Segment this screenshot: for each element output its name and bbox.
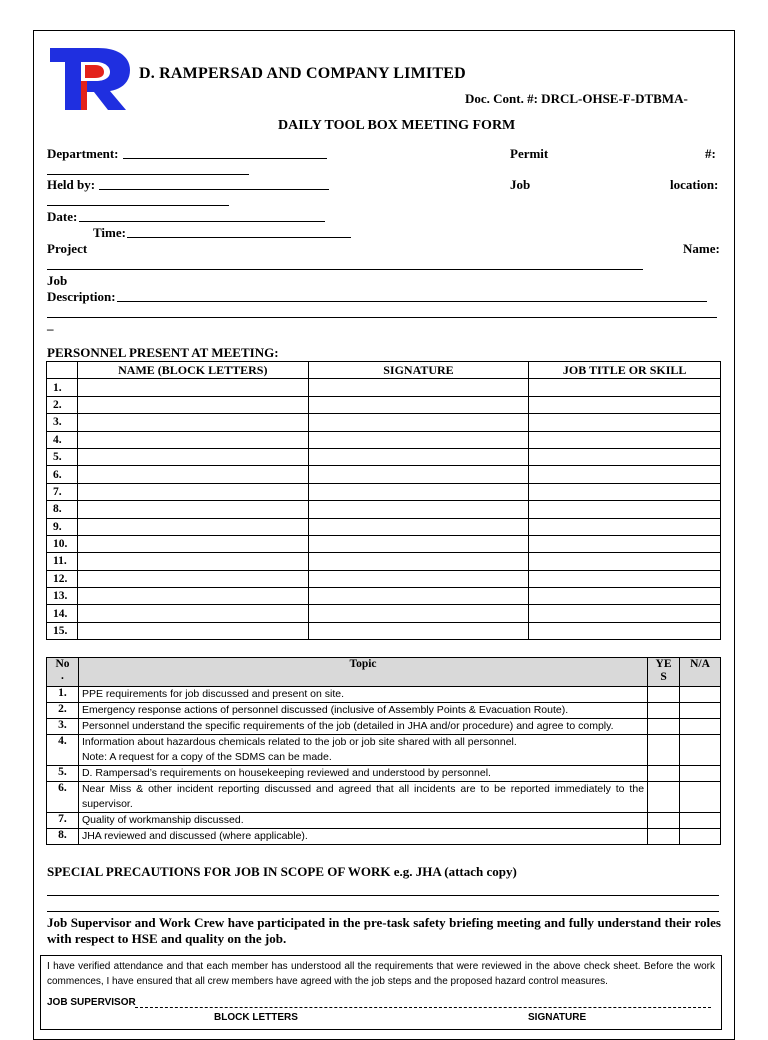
department-field[interactable] [123,158,327,159]
personnel-header-row [47,362,721,379]
job-location-label: Job [510,177,531,192]
yes-cell[interactable] [648,813,680,829]
job-supervisor-field[interactable] [135,1007,711,1008]
name-cell[interactable] [77,622,308,639]
personnel-row-number: 11. [47,553,78,570]
name-cell[interactable] [77,588,308,605]
na-cell[interactable] [680,687,721,703]
signature-cell[interactable] [308,588,529,605]
doc-control-number: Doc. Cont. #: DRCL-OHSE-F-DTBMA- [465,91,688,106]
personnel-row-number: 5. [47,448,78,465]
signature-cell[interactable] [308,553,529,570]
checklist-item-number: 1. [47,687,79,703]
yes-header-label-b: S [660,671,667,683]
checklist-row [47,687,721,703]
no-header-dot: . [61,670,64,682]
name-cell[interactable] [77,448,308,465]
signature-cell[interactable] [308,448,529,465]
checklist-header-row [47,658,721,687]
checklist-topic-text: PPE requirements for job discussed and present on site. [81,688,345,700]
signature-cell[interactable] [308,379,529,396]
checklist-topic-text: Quality of workmanship discussed. [81,814,244,826]
permit-hash-label: #: [705,146,716,161]
held-by-label: Held by: [47,177,96,192]
job-title-cell[interactable] [529,553,721,570]
time-label: Time: [93,225,126,240]
na-cell[interactable] [680,719,721,735]
job-description-field-1[interactable] [117,301,707,302]
yes-cell[interactable] [648,703,680,719]
job-title-cell[interactable] [529,414,721,431]
checklist-topic-note: Note: A request for a copy of the SDMS can be made. [81,751,332,763]
personnel-row-number: 8. [47,501,78,518]
name-cell[interactable] [77,466,308,483]
verification-text: I have verified attendance and that each member has understood all the requirements that were reviewed in the above check sheet. Before the work commences, I have ensured that all crew members have agreed with the job steps and the proposed hazard control measures. [47,961,715,987]
na-cell[interactable] [680,735,721,766]
personnel-row-number: 10. [47,535,78,552]
checklist-topic-text: Personnel understand the specific requirements of the job (detailed in JHA and/or procedure) and agree to comply. [81,720,614,732]
personnel-table [46,361,721,640]
yes-cell[interactable] [648,766,680,782]
signature-cell[interactable] [308,414,529,431]
signature-cell[interactable] [308,501,529,518]
na-cell[interactable] [680,782,721,813]
personnel-row-number: 12. [47,570,78,587]
permit-label: Permit [510,146,549,161]
checklist-item-topic [78,829,647,845]
signature-cell[interactable] [308,605,529,622]
signature-cell[interactable] [308,570,529,587]
job-title-cell[interactable] [529,431,721,448]
name-cell[interactable] [77,414,308,431]
personnel-row-number: 13. [47,588,78,605]
signature-cell[interactable] [308,396,529,413]
name-column-header: NAME (BLOCK LETTERS) [77,362,308,379]
checklist-item-number: 8. [47,829,79,845]
block-letters-caption: BLOCK LETTERS [214,1012,298,1023]
job-title-cell[interactable] [529,501,721,518]
job-supervisor-label: JOB SUPERVISOR [47,997,136,1008]
checklist-topic-text: Near Miss & other incident reporting discussed and agreed that all incidents are to be reported immediately to the supervisor. [81,783,645,810]
checklist-item-topic [78,719,647,735]
yes-cell[interactable] [648,829,680,845]
checklist-row [47,719,721,735]
date-label: Date: [47,209,78,224]
job-title-cell[interactable] [529,622,721,639]
checklist-item-topic [78,782,647,813]
job-label: Job [47,273,68,288]
signature-cell[interactable] [308,466,529,483]
project-label: Project [47,241,88,256]
checklist-item-topic [78,687,647,703]
personnel-row-number: 3. [47,414,78,431]
job-title-cell[interactable] [529,379,721,396]
job-title-column-header: JOB TITLE OR SKILL [529,362,721,379]
personnel-row [47,570,721,587]
signature-cell[interactable] [308,483,529,500]
checklist-topic-text: Emergency response actions of personnel discussed (inclusive of Assembly Points & Evacuation Route). [81,704,569,716]
checklist-topic-text: Information about hazardous chemicals related to the job or job site shared with all personnel. [81,736,517,748]
personnel-row-number: 6. [47,466,78,483]
name-cell[interactable] [77,518,308,535]
personnel-row [47,396,721,413]
personnel-row [47,501,721,518]
job-title-cell[interactable] [529,518,721,535]
name-cell[interactable] [77,483,308,500]
na-header: N/A [680,658,721,687]
job-title-cell[interactable] [529,570,721,587]
job-title-cell[interactable] [529,535,721,552]
company-logo [48,44,130,112]
job-title-cell[interactable] [529,466,721,483]
signature-cell[interactable] [308,518,529,535]
special-precautions-field-2[interactable] [47,911,719,912]
special-precautions-heading: SPECIAL PRECAUTIONS FOR JOB IN SCOPE OF WORK e.g. JHA (attach copy) [47,864,517,879]
checklist-row [47,735,721,766]
signature-cell[interactable] [308,431,529,448]
name-cell[interactable] [77,501,308,518]
checklist-item-number: 6. [47,782,79,813]
personnel-heading: PERSONNEL PRESENT AT MEETING: [47,345,279,360]
name-cell[interactable] [77,396,308,413]
verification-box [40,955,722,1030]
job-location-label-b: location: [670,177,719,192]
personnel-row [47,518,721,535]
department-label: Department: [47,146,119,161]
yes-header-label: YE [655,658,672,670]
name-cell[interactable] [77,553,308,570]
job-location-field[interactable] [47,205,229,206]
checklist-row [47,829,721,845]
special-precautions-field-1[interactable] [47,895,719,896]
signature-cell[interactable] [308,535,529,552]
description-dash: – [47,321,54,336]
na-cell[interactable] [680,766,721,782]
checklist-item-number: 5. [47,766,79,782]
checklist-item-number: 2. [47,703,79,719]
signature-cell[interactable] [308,622,529,639]
na-cell[interactable] [680,703,721,719]
topic-header: Topic [78,658,647,687]
job-description-field-2[interactable] [47,317,717,318]
date-field[interactable] [79,221,325,222]
personnel-row [47,448,721,465]
no-header-label: No [55,658,70,670]
personnel-row [47,622,721,639]
personnel-row-number: 7. [47,483,78,500]
checklist-topic-text: JHA reviewed and discussed (where applicable). [81,830,308,842]
name-cell[interactable] [77,379,308,396]
checklist-row [47,766,721,782]
personnel-row [47,588,721,605]
checklist-item-number: 4. [47,735,79,766]
name-cell[interactable] [77,570,308,587]
job-title-cell[interactable] [529,588,721,605]
checklist-no-header [47,658,79,687]
yes-cell[interactable] [648,735,680,766]
checklist-row [47,782,721,813]
project-name-label: Name: [683,241,720,256]
checklist-item-number: 3. [47,719,79,735]
checklist-item-topic [78,813,647,829]
personnel-row-number: 4. [47,431,78,448]
checklist-topic-text: D. Rampersad’s requirements on housekeeping reviewed and understood by personnel. [81,767,491,779]
name-cell[interactable] [77,535,308,552]
personnel-row [47,414,721,431]
personnel-row-number: 1. [47,379,78,396]
personnel-no-header [47,362,78,379]
job-title-cell[interactable] [529,605,721,622]
job-title-cell[interactable] [529,448,721,465]
personnel-row [47,431,721,448]
description-label: Description: [47,289,116,304]
checklist-row [47,703,721,719]
checklist-item-topic [78,735,647,766]
personnel-row [47,466,721,483]
signature-column-header: SIGNATURE [308,362,529,379]
na-cell[interactable] [680,829,721,845]
name-cell[interactable] [77,431,308,448]
yes-cell[interactable] [648,719,680,735]
form-title: DAILY TOOL BOX MEETING FORM [278,118,516,133]
signature-caption: SIGNATURE [528,1012,587,1023]
checklist-item-topic [78,703,647,719]
checklist-table [46,657,721,845]
time-field[interactable] [127,237,351,238]
name-cell[interactable] [77,605,308,622]
personnel-row-number: 2. [47,396,78,413]
personnel-row [47,379,721,396]
yes-cell[interactable] [648,782,680,813]
job-title-cell[interactable] [529,396,721,413]
yes-header [648,658,680,687]
personnel-row-number: 15. [47,622,78,639]
held-by-field[interactable] [99,189,329,190]
personnel-row [47,535,721,552]
participation-statement: Job Supervisor and Work Crew have participated in the pre-task safety briefing meeting and fully understand their roles with respect to HSE and quality on the job. [47,915,721,946]
checklist-item-topic [78,766,647,782]
personnel-row [47,553,721,570]
personnel-row-number: 14. [47,605,78,622]
na-cell[interactable] [680,813,721,829]
project-name-field[interactable] [47,269,643,270]
personnel-row [47,605,721,622]
checklist-row [47,813,721,829]
checklist-item-number: 7. [47,813,79,829]
company-name: D. RAMPERSAD AND COMPANY LIMITED [139,65,466,82]
personnel-row [47,483,721,500]
permit-field[interactable] [47,174,249,175]
personnel-row-number: 9. [47,518,78,535]
yes-cell[interactable] [648,687,680,703]
job-title-cell[interactable] [529,483,721,500]
